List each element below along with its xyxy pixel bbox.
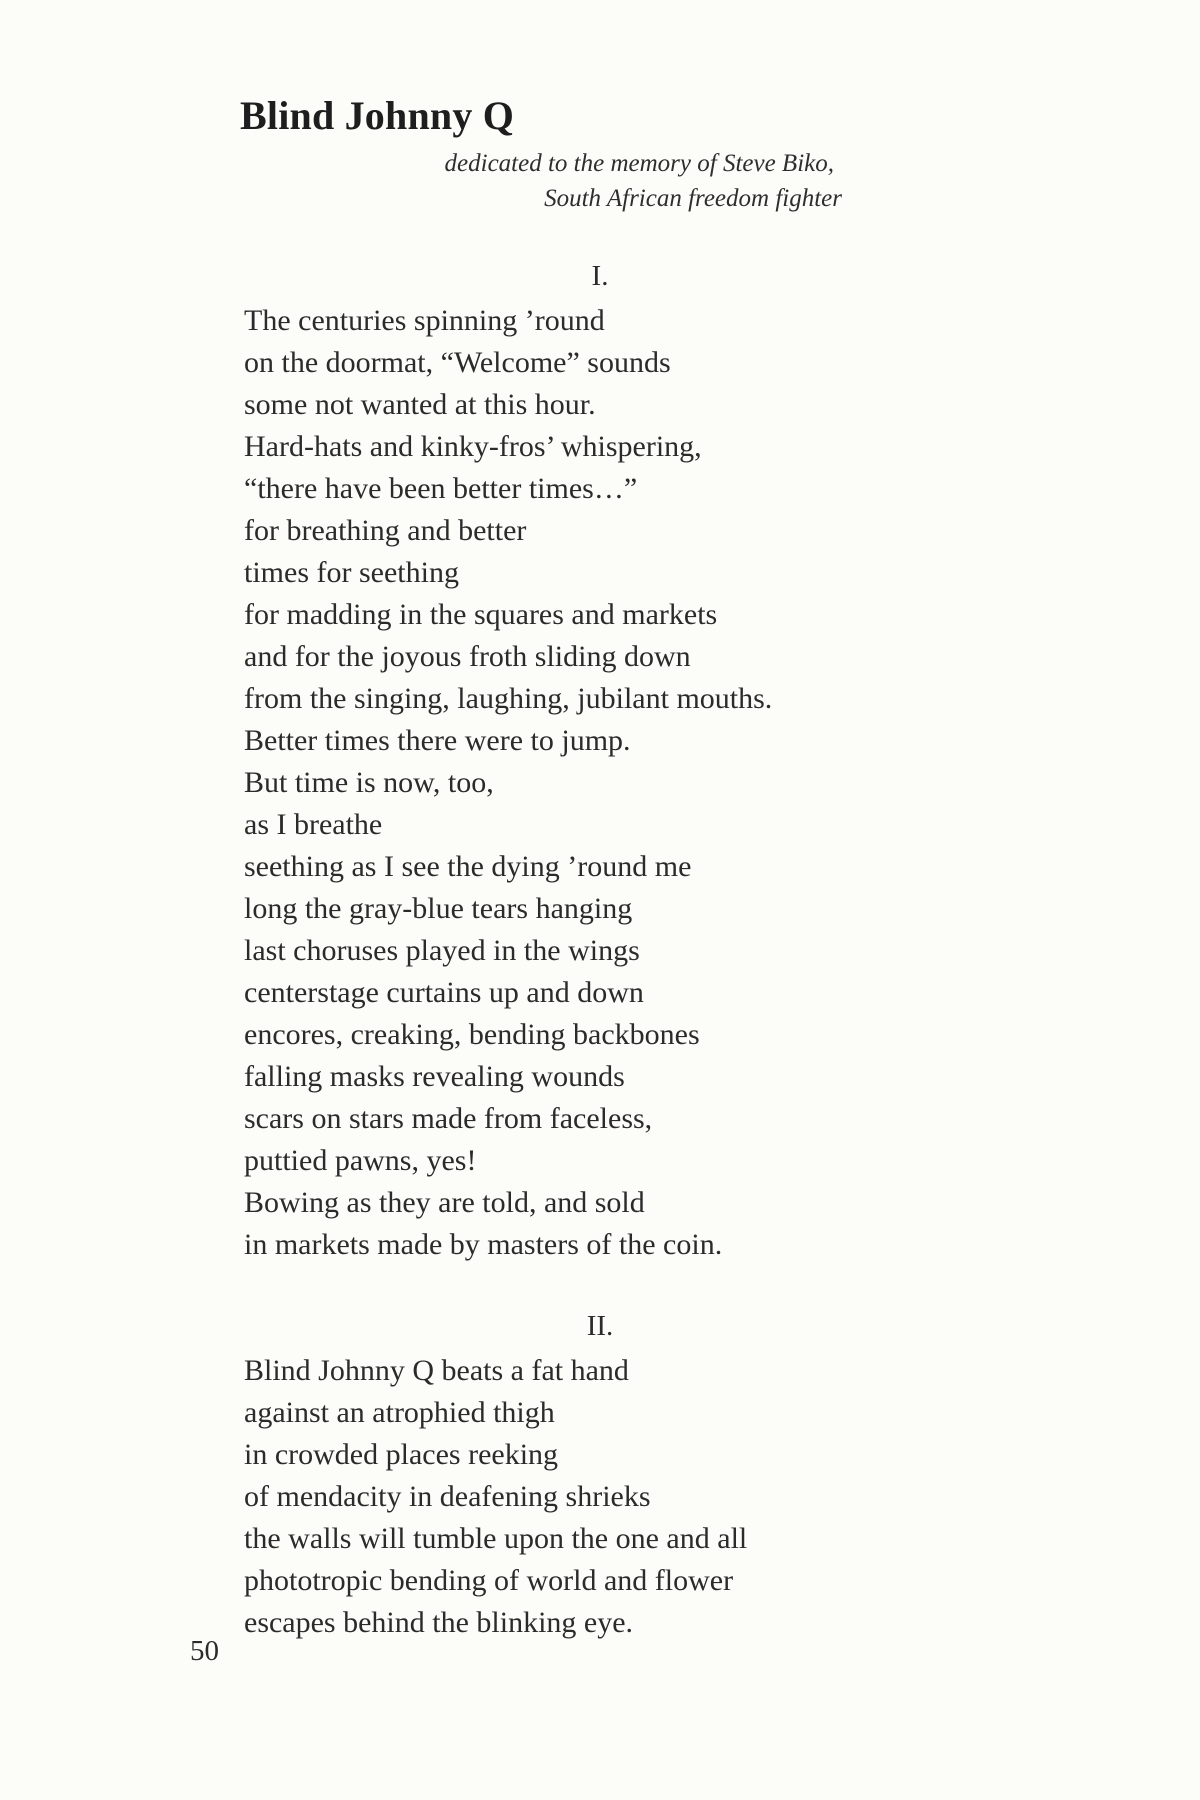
poem-line: the walls will tumble upon the one and all [244, 1522, 748, 1555]
poem-line: escapes behind the blinking eye. [244, 1606, 634, 1639]
poem-line: puttied pawns, yes! [244, 1144, 477, 1177]
section-number-1: I. [591, 260, 609, 292]
poem-line: encores, creaking, bending backbones [244, 1018, 700, 1051]
poem-line: Better times there were to jump. [244, 724, 631, 757]
dedication-line: dedicated to the memory of Steve Biko, [444, 150, 834, 177]
poem-line: seething as I see the dying ’round me [244, 850, 692, 883]
poem-line: from the singing, laughing, jubilant mouths. [244, 682, 773, 715]
poem-dedication [240, 146, 842, 216]
poem-line: phototropic bending of world and flower [244, 1564, 734, 1597]
poem-line: for breathing and better [244, 514, 527, 547]
poem-line: centerstage curtains up and down [244, 976, 644, 1009]
poem-line: and for the joyous froth sliding down [244, 640, 691, 673]
poem-line: The centuries spinning ’round [244, 304, 605, 337]
poem-line: scars on stars made from faceless, [244, 1102, 653, 1135]
poem-line: times for seething [244, 556, 459, 589]
poem-line: as I breathe [244, 808, 383, 841]
poem-line: Blind Johnny Q beats a fat hand [244, 1354, 629, 1387]
poem-line: on the doormat, “Welcome” sounds [244, 346, 671, 379]
poem-line: But time is now, too, [244, 766, 494, 799]
poem-line: against an atrophied thigh [244, 1396, 555, 1429]
poem-line: in crowded places reeking [244, 1438, 559, 1471]
poem-title: Blind Johnny Q [240, 93, 515, 138]
poem-line: “there have been better times…” [244, 472, 638, 505]
page-number: 50 [190, 1635, 219, 1667]
poem-line: falling masks revealing wounds [244, 1060, 625, 1093]
poem-line: last choruses played in the wings [244, 934, 640, 967]
poem-line: long the gray-blue tears hanging [244, 892, 633, 925]
section-number-2: II. [586, 1310, 614, 1342]
poem-line: Hard-hats and kinky-fros’ whispering, [244, 430, 702, 463]
dedication-line: South African freedom fighter [544, 185, 842, 212]
poem-line: some not wanted at this hour. [244, 388, 596, 421]
poem-line: for madding in the squares and markets [244, 598, 718, 631]
stanza-section-2 [244, 1350, 964, 1644]
stanza-section-1 [244, 300, 964, 1266]
poem-line: in markets made by masters of the coin. [244, 1228, 723, 1261]
poem-line: of mendacity in deafening shrieks [244, 1480, 651, 1513]
poem-line: Bowing as they are told, and sold [244, 1186, 645, 1219]
